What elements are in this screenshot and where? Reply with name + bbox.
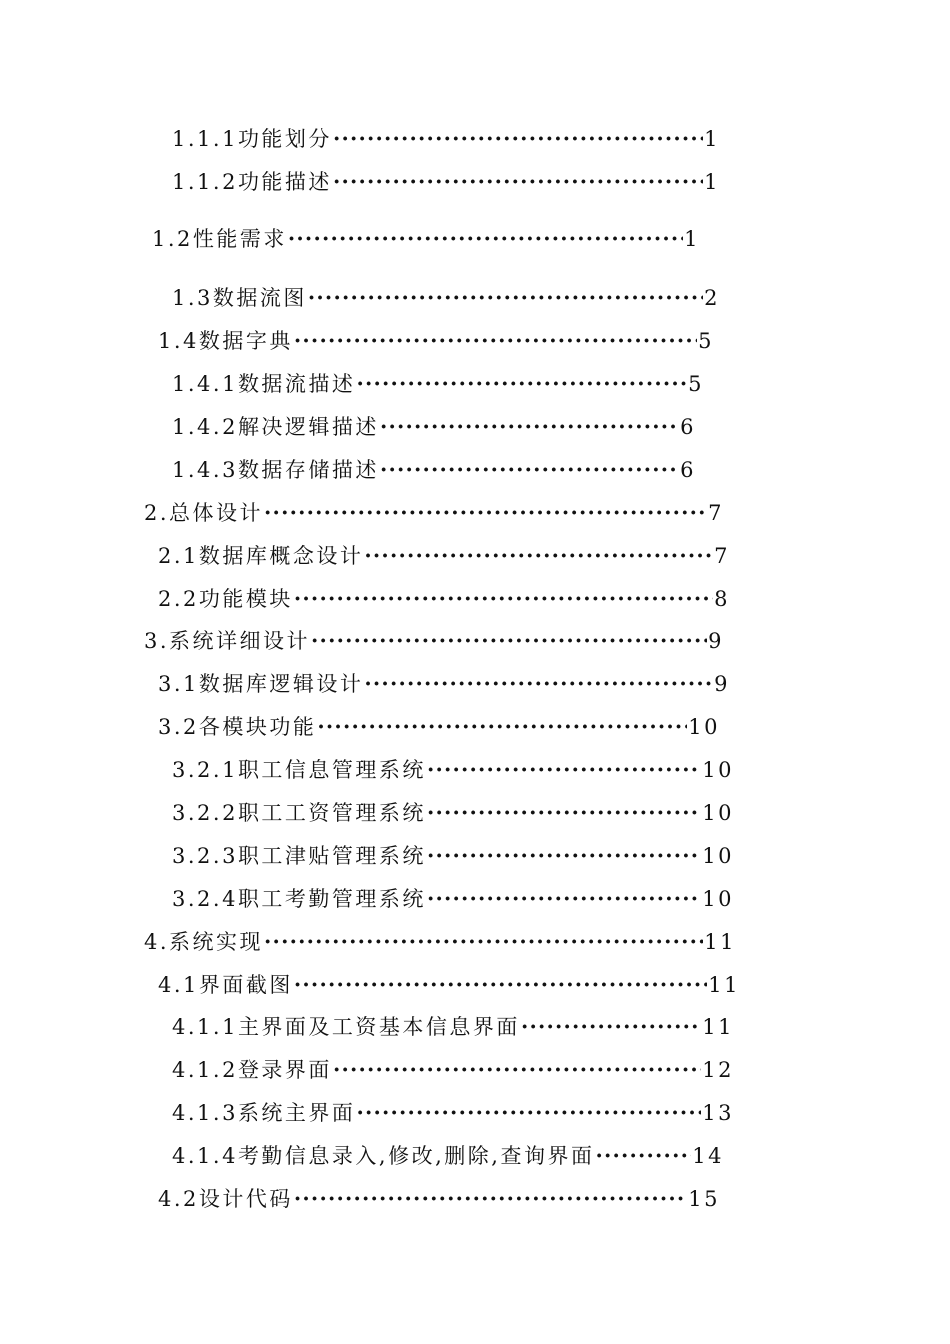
toc-entry[interactable] — [158, 545, 730, 567]
toc-dot-leader — [427, 845, 701, 867]
toc-entry-number: 3.2.1 — [172, 758, 238, 782]
toc-dot-leader — [333, 128, 703, 150]
toc-entry[interactable] — [172, 845, 734, 867]
toc-dot-leader — [288, 228, 683, 250]
toc-entry-title: 职工津贴管理系统 — [237, 844, 426, 868]
toc-dot-leader — [264, 931, 703, 953]
toc-entry-title: 数据存储描述 — [237, 458, 379, 482]
toc-entry[interactable] — [172, 1016, 734, 1038]
toc-entry-page: 11 — [708, 973, 740, 997]
toc-entry-page: 10 — [702, 758, 734, 782]
toc-entry-title: 性能需求 — [192, 227, 287, 251]
toc-dot-leader — [427, 759, 701, 781]
toc-entry[interactable] — [158, 716, 720, 738]
toc-entry-number: 1.4.2 — [172, 415, 238, 439]
toc-entry-page: 5 — [698, 329, 714, 353]
toc-entry-title: 系统详细设计 — [169, 629, 311, 653]
toc-entry-page: 15 — [688, 1187, 720, 1211]
toc-entry[interactable] — [172, 1145, 724, 1167]
toc-entry-page: 2 — [704, 286, 720, 310]
toc-dot-leader — [311, 630, 707, 652]
toc-dot-leader — [308, 287, 703, 309]
toc-entry-title: 功能模块 — [198, 587, 293, 611]
toc-entry-title: 数据流描述 — [237, 372, 356, 396]
toc-entry[interactable] — [172, 1059, 734, 1081]
toc-dot-leader — [317, 716, 687, 738]
toc-entry-page: 9 — [708, 629, 724, 653]
toc-entry[interactable] — [172, 1102, 734, 1124]
toc-entry-page: 12 — [702, 1058, 734, 1082]
toc-entry-page: 5 — [688, 372, 704, 396]
toc-entry[interactable] — [144, 630, 724, 652]
toc-entry-number: 4.2 — [158, 1187, 199, 1211]
toc-entry-number: 4.1.4 — [172, 1144, 238, 1168]
toc-entry-number: 4.1.2 — [172, 1058, 238, 1082]
toc-entry-number: 4. — [144, 930, 170, 954]
toc-entry-title: 数据字典 — [198, 329, 293, 353]
toc-entry-title: 系统实现 — [169, 930, 264, 954]
toc-dot-leader — [333, 171, 703, 193]
toc-entry-title: 考勤信息录入,修改,删除,查询界面 — [237, 1144, 595, 1168]
toc-entry-number: 1.1.1 — [172, 127, 238, 151]
toc-entry-title: 职工工资管理系统 — [237, 801, 426, 825]
toc-entry-number: 1.4.1 — [172, 372, 238, 396]
toc-entry-page: 7 — [714, 544, 730, 568]
toc-entry-title: 总体设计 — [169, 501, 264, 525]
toc-entry[interactable] — [144, 931, 736, 953]
toc-entry-number: 3. — [144, 629, 170, 653]
toc-dot-leader — [595, 1145, 691, 1167]
toc-entry-page: 1 — [684, 227, 700, 251]
toc-dot-leader — [364, 545, 713, 567]
toc-entry-number: 1.1.2 — [172, 170, 238, 194]
toc-entry-number: 3.2.4 — [172, 887, 238, 911]
toc-dot-leader — [294, 588, 713, 610]
toc-entry-page: 6 — [680, 415, 696, 439]
toc-entry[interactable] — [158, 673, 730, 695]
toc-entry-number: 3.2.2 — [172, 801, 238, 825]
toc-entry[interactable] — [158, 330, 714, 352]
toc-entry[interactable] — [172, 128, 720, 150]
toc-dot-leader — [333, 1059, 701, 1081]
toc-entry-title: 功能描述 — [237, 170, 332, 194]
toc-entry-number: 1.4.3 — [172, 458, 238, 482]
toc-entry-number: 1.4 — [158, 329, 199, 353]
toc-entry[interactable] — [172, 759, 734, 781]
toc-entry-number: 2.2 — [158, 587, 199, 611]
toc-entry[interactable] — [172, 459, 696, 481]
toc-entry-title: 界面截图 — [198, 973, 293, 997]
toc-entry[interactable] — [172, 416, 696, 438]
toc-entry-title: 数据库概念设计 — [198, 544, 364, 568]
toc-entry-page: 1 — [704, 127, 720, 151]
toc-entry[interactable] — [144, 502, 724, 524]
toc-entry-title: 功能划分 — [237, 127, 332, 151]
toc-entry-title: 登录界面 — [237, 1058, 332, 1082]
toc-entry-page: 10 — [702, 844, 734, 868]
toc-entry-title: 主界面及工资基本信息界面 — [237, 1015, 520, 1039]
toc-entry[interactable] — [152, 228, 700, 250]
toc-entry-page: 10 — [688, 715, 720, 739]
toc-entry-page: 13 — [702, 1101, 734, 1125]
toc-entry[interactable] — [172, 171, 720, 193]
toc-dot-leader — [380, 416, 679, 438]
toc-dot-leader — [294, 330, 697, 352]
toc-entry-title: 系统主界面 — [237, 1101, 356, 1125]
toc-entry-number: 3.1 — [158, 672, 199, 696]
toc-dot-leader — [364, 673, 713, 695]
toc-entry-title: 解决逻辑描述 — [237, 415, 379, 439]
toc-entry-number: 1.3 — [172, 286, 213, 310]
toc-entry-page: 8 — [714, 587, 730, 611]
toc-entry[interactable] — [158, 1188, 720, 1210]
toc-entry-page: 6 — [680, 458, 696, 482]
toc-entry[interactable] — [172, 888, 734, 910]
toc-entry-number: 2. — [144, 501, 170, 525]
toc-entry[interactable] — [172, 373, 704, 395]
toc-entry-number: 4.1.3 — [172, 1101, 238, 1125]
toc-entry-number: 3.2.3 — [172, 844, 238, 868]
toc-dot-leader — [294, 1188, 687, 1210]
toc-entry-title: 数据流图 — [212, 286, 307, 310]
toc-entry-number: 4.1 — [158, 973, 199, 997]
toc-dot-leader — [356, 373, 687, 395]
toc-entry[interactable] — [158, 588, 730, 610]
toc-entry-page: 11 — [702, 1015, 734, 1039]
toc-entry[interactable] — [172, 802, 734, 824]
toc-entry-title: 职工信息管理系统 — [237, 758, 426, 782]
toc-entry-title: 职工考勤管理系统 — [237, 887, 426, 911]
toc-entry-title: 设计代码 — [198, 1187, 293, 1211]
toc-entry-title: 数据库逻辑设计 — [198, 672, 364, 696]
toc-entry-number: 2.1 — [158, 544, 199, 568]
toc-entry-page: 11 — [704, 930, 736, 954]
toc-entry-page: 1 — [704, 170, 720, 194]
toc-entry-page: 10 — [702, 887, 734, 911]
toc-dot-leader — [356, 1102, 701, 1124]
toc-entry-page: 7 — [708, 501, 724, 525]
toc-entry[interactable] — [172, 287, 720, 309]
toc-entry-number: 1.2 — [152, 227, 193, 251]
toc-dot-leader — [294, 974, 707, 996]
toc-dot-leader — [521, 1016, 701, 1038]
toc-entry-number: 4.1.1 — [172, 1015, 238, 1039]
toc-dot-leader — [427, 802, 701, 824]
toc-entry-number: 3.2 — [158, 715, 199, 739]
toc-entry-page: 14 — [692, 1144, 724, 1168]
toc-entry-page: 10 — [702, 801, 734, 825]
toc-entry-title: 各模块功能 — [198, 715, 317, 739]
toc-entry-page: 9 — [714, 672, 730, 696]
toc-dot-leader — [380, 459, 679, 481]
toc-dot-leader — [427, 888, 701, 910]
toc-entry[interactable] — [158, 974, 740, 996]
toc-dot-leader — [264, 502, 707, 524]
